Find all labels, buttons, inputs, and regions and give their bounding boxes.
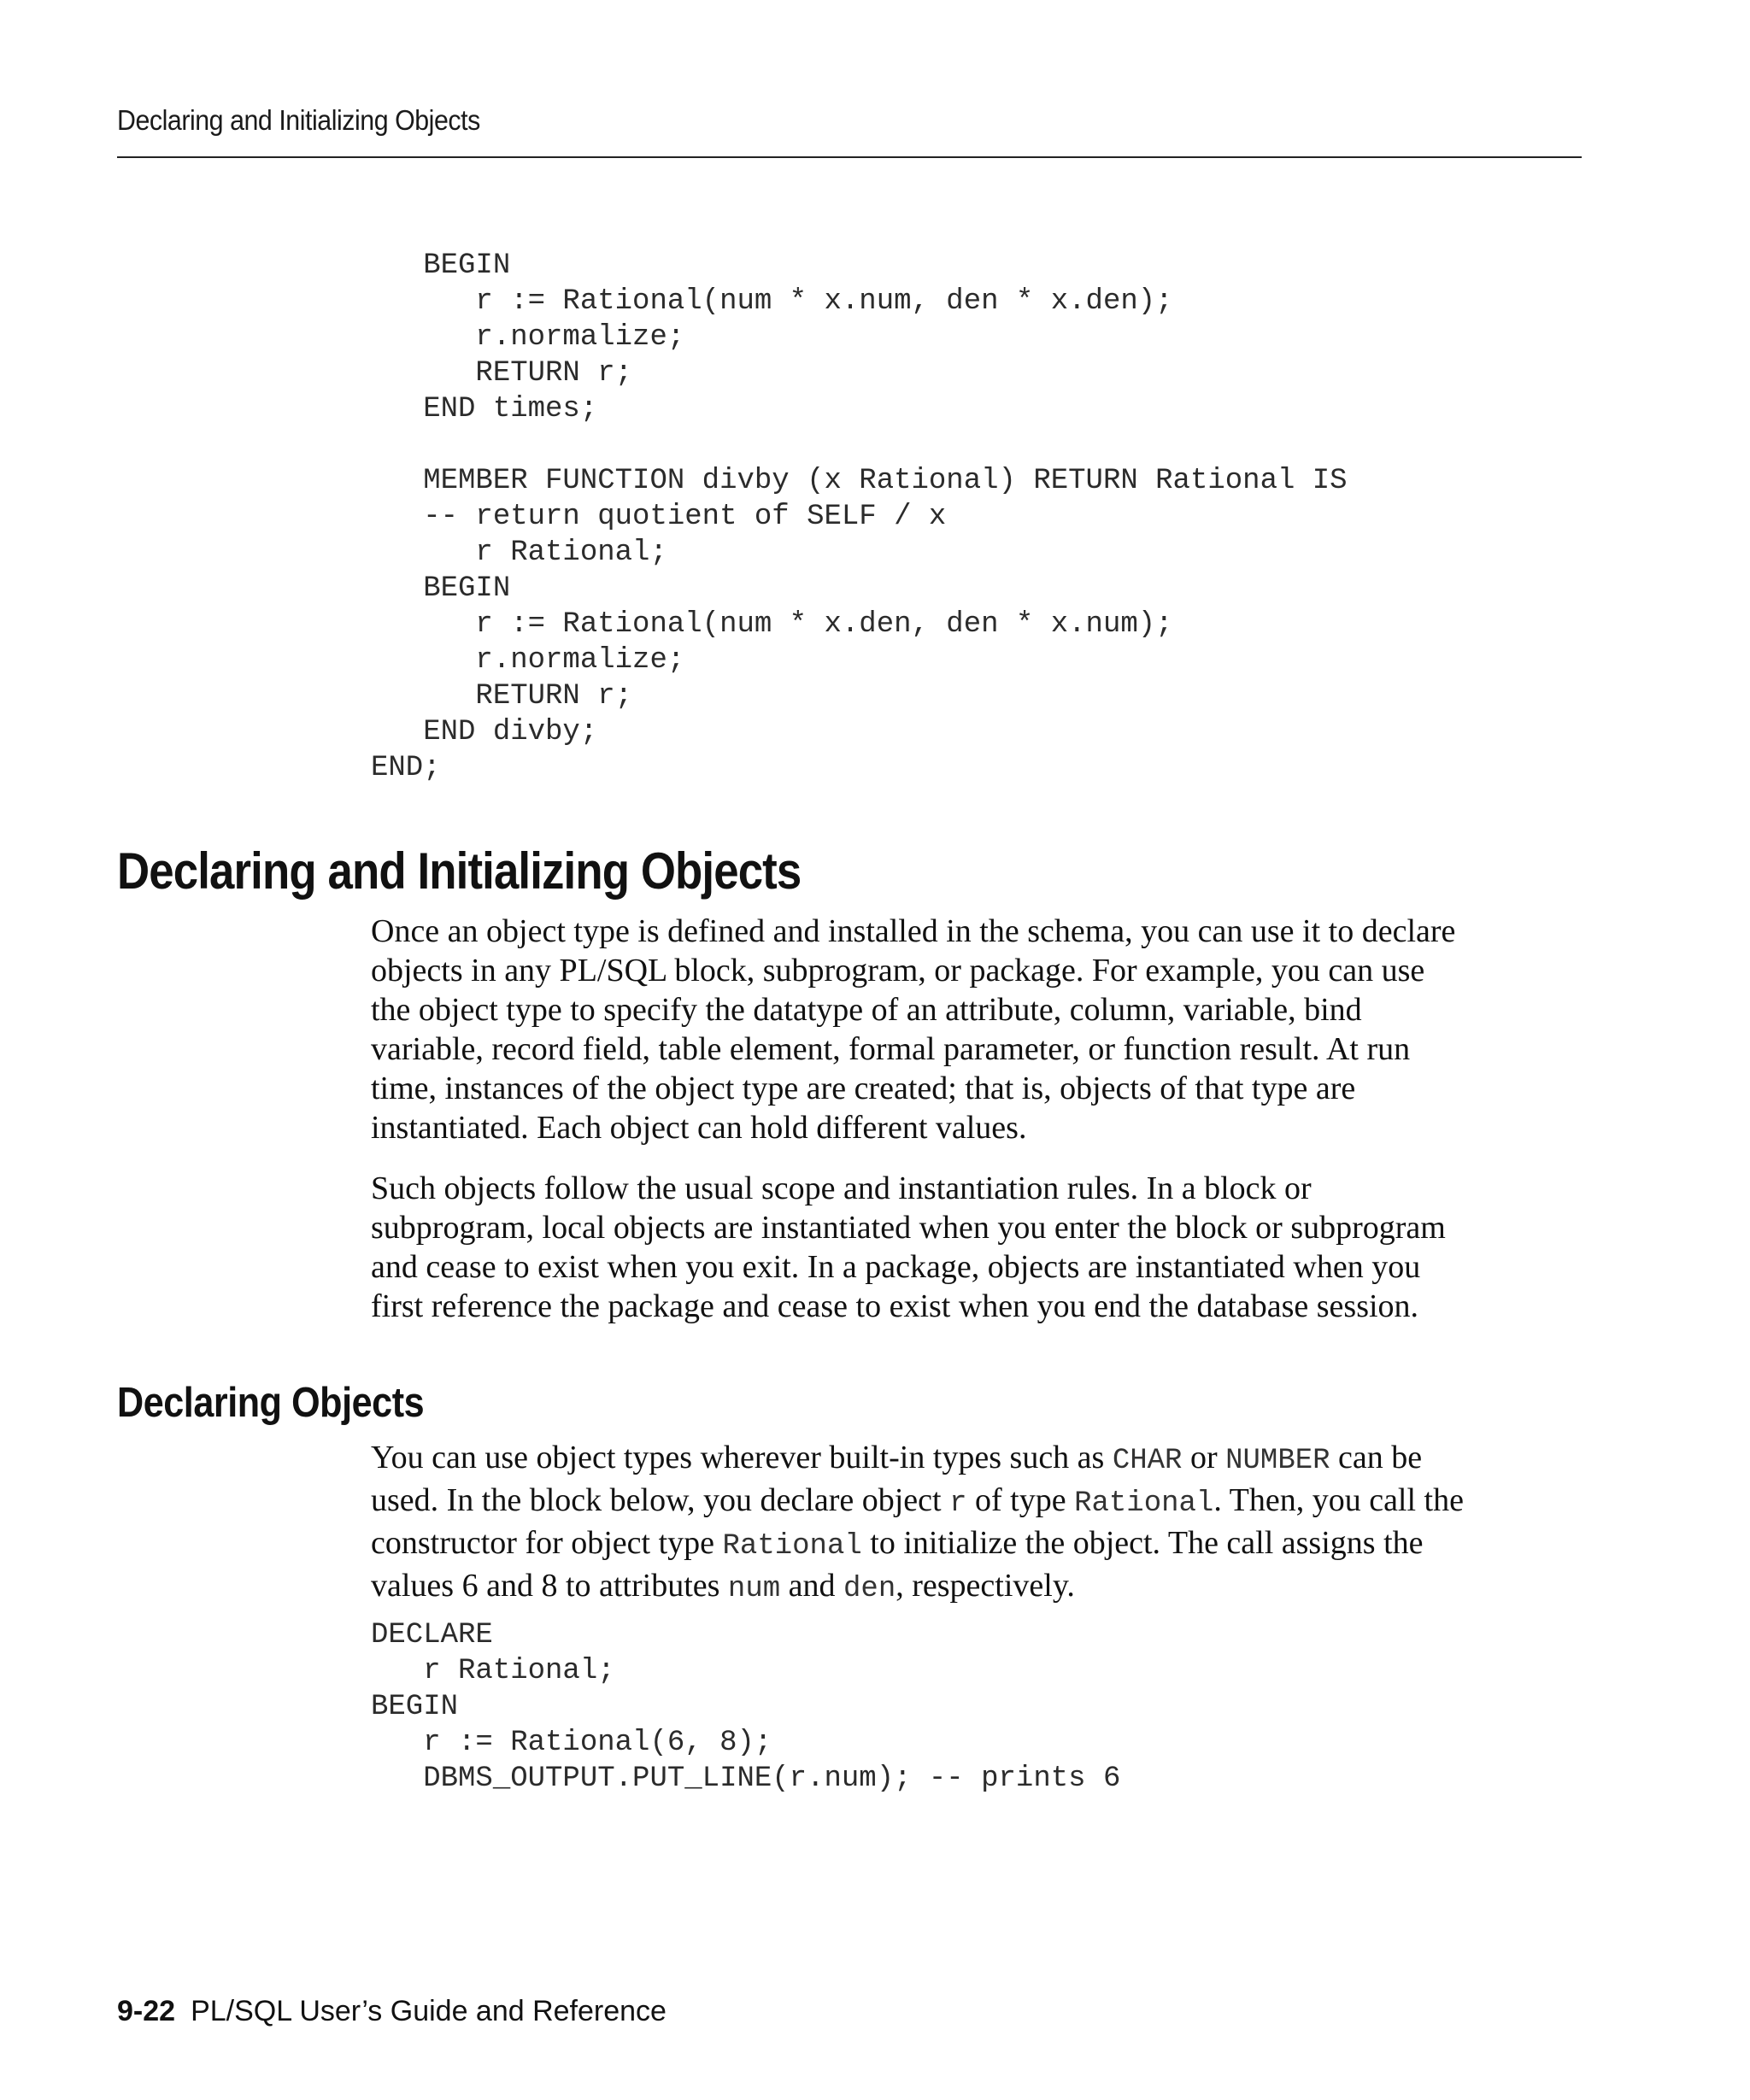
text-run: You can use object types wherever built-in types such as [371, 1440, 1113, 1475]
inline-code: Rational [722, 1530, 862, 1563]
paragraph-line: objects in any PL/SQL block, subprogram, or package. For example, you can use [371, 953, 1425, 988]
paragraph-line [371, 1566, 1577, 1609]
text-run: to initialize the object. The call assigns the [861, 1525, 1424, 1561]
paragraph-line [371, 1523, 1577, 1566]
page-footer [117, 1995, 667, 2028]
paragraph-line: instantiated. Each object can hold different values. [371, 1110, 1027, 1146]
paragraph-line: time, instances of the object type are created; that is, objects of that type are [371, 1071, 1356, 1106]
paragraph-line: variable, record field, table element, formal parameter, or function result. At run [371, 1031, 1411, 1067]
text-run: and [780, 1568, 844, 1604]
inline-code: num [727, 1573, 781, 1605]
book-title: PL/SQL User’s Guide and Reference [191, 1995, 667, 2027]
section-title: Declaring and Initializing Objects [117, 842, 802, 900]
paragraph-line [371, 1481, 1577, 1523]
text-run: . Then, you call the [1213, 1482, 1464, 1518]
inline-code: r [949, 1487, 967, 1520]
text-run: values 6 and 8 to attributes [371, 1568, 728, 1604]
subsection-title: Declaring Objects [117, 1380, 425, 1426]
paragraph-line: Such objects follow the usual scope and instantiation rules. In a block or [371, 1170, 1312, 1206]
subsection-paragraph [371, 1438, 1577, 1609]
code-block-member-functions: BEGIN r := Rational(num * x.num, den * x.den); r.normalize; RETURN r; END times; MEMBER FUNCTION divby (x Rational) RETURN Rational IS -- return quotient of SELF / x r Rational; BEGIN r := Rational(num * x.den, den * x.num); r.normalize; RETURN r; END divby; END; [371, 249, 1348, 784]
inline-code: den [843, 1573, 896, 1605]
text-run: constructor for object type [371, 1525, 723, 1561]
paragraph-line: subprogram, local objects are instantiated when you enter the block or subprogram [371, 1210, 1446, 1246]
inline-code: CHAR [1112, 1445, 1183, 1477]
text-run: of type [966, 1482, 1075, 1518]
text-run: or [1182, 1440, 1226, 1475]
section-paragraph-1 [371, 912, 1577, 1147]
code-block-declare-example: DECLARE r Rational; BEGIN r := Rational(6, 8); DBMS_OUTPUT.PUT_LINE(r.num); -- prints 6 [371, 1619, 1121, 1795]
text-run: , respectively. [896, 1568, 1075, 1604]
paragraph-line: Once an object type is defined and installed in the schema, you can use it to declare [371, 913, 1456, 949]
section-paragraph-2 [371, 1169, 1577, 1326]
paragraph-line [371, 1438, 1577, 1481]
running-header: Declaring and Initializing Objects [117, 104, 480, 136]
paragraph-line: and cease to exist when you exit. In a package, objects are instantiated when you [371, 1249, 1421, 1285]
page-number: 9-22 [117, 1995, 176, 2027]
text-run: can be [1330, 1440, 1423, 1475]
inline-code: Rational [1074, 1487, 1214, 1520]
paragraph-line: the object type to specify the datatype of an attribute, column, variable, bind [371, 992, 1362, 1028]
inline-code: NUMBER [1225, 1445, 1330, 1477]
paragraph-line: first reference the package and cease to exist when you end the database session. [371, 1288, 1419, 1324]
text-run: used. In the block below, you declare object [371, 1482, 950, 1518]
header-rule [117, 156, 1582, 158]
